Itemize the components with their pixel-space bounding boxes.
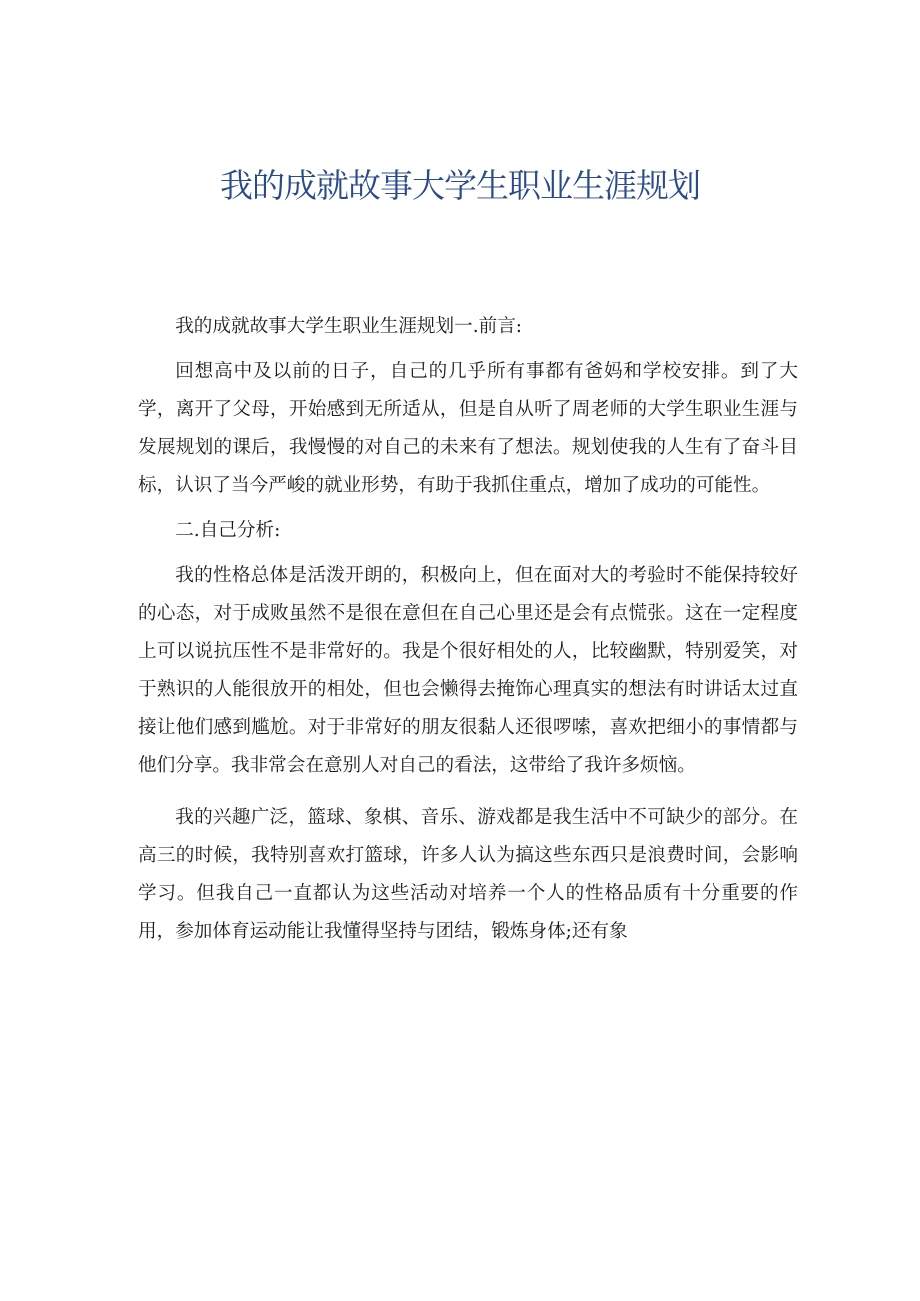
section-heading-self-analysis: 二.自己分析: (175, 520, 281, 541)
paragraph-intro: 回想高中及以前的日子，自己的几乎所有事都有爸妈和学校安排。到了大学，离开了父母，开始感到无所适从，但是自从听了周老师的大学生职业生涯与发展规划的课后，我慢慢的对自己的未来有了想法。规划使我的人生有了奋斗目标，认识了当今严峻的就业形势，有助于我抓住重点，增加了成功的可能性。 (138, 361, 798, 496)
section-heading-preface: 我的成就故事大学生职业生涯规划一.前言: (175, 316, 523, 337)
paragraph-personality: 我的性格总体是活泼开朗的，积极向上，但在面对大的考验时不能保持较好的心态，对于成败虽然不是很在意但在自己心里还是会有点慌张。这在一定程度上可以说抗压性不是非常好的。我是个很好相处的人，比较幽默，特别爱笑，对于熟识的人能很放开的相处，但也会懒得去掩饰心理真实的想法有时讲话太过直接让他们感到尴尬。对于非常好的朋友很黏人还很啰嗦，喜欢把细小的事情都与他们分享。我非常会在意别人对自己的看法，这带给了我许多烦恼。 (138, 565, 798, 776)
document-body (138, 308, 798, 951)
document-title: 我的成就故事大学生职业生涯规划 (220, 166, 700, 205)
paragraph-interests: 我的兴趣广泛，篮球、象棋、音乐、游戏都是我生活中不可缺少的部分。在高三的时候，我特别喜欢打篮球，许多人认为搞这些东西只是浪费时间，会影响学习。但我自己一直都认为这些活动对培养一个人的性格品质有十分重要的作用，参加体育运动能让我懂得坚持与团结，锻炼身体;还有象 (138, 807, 798, 942)
